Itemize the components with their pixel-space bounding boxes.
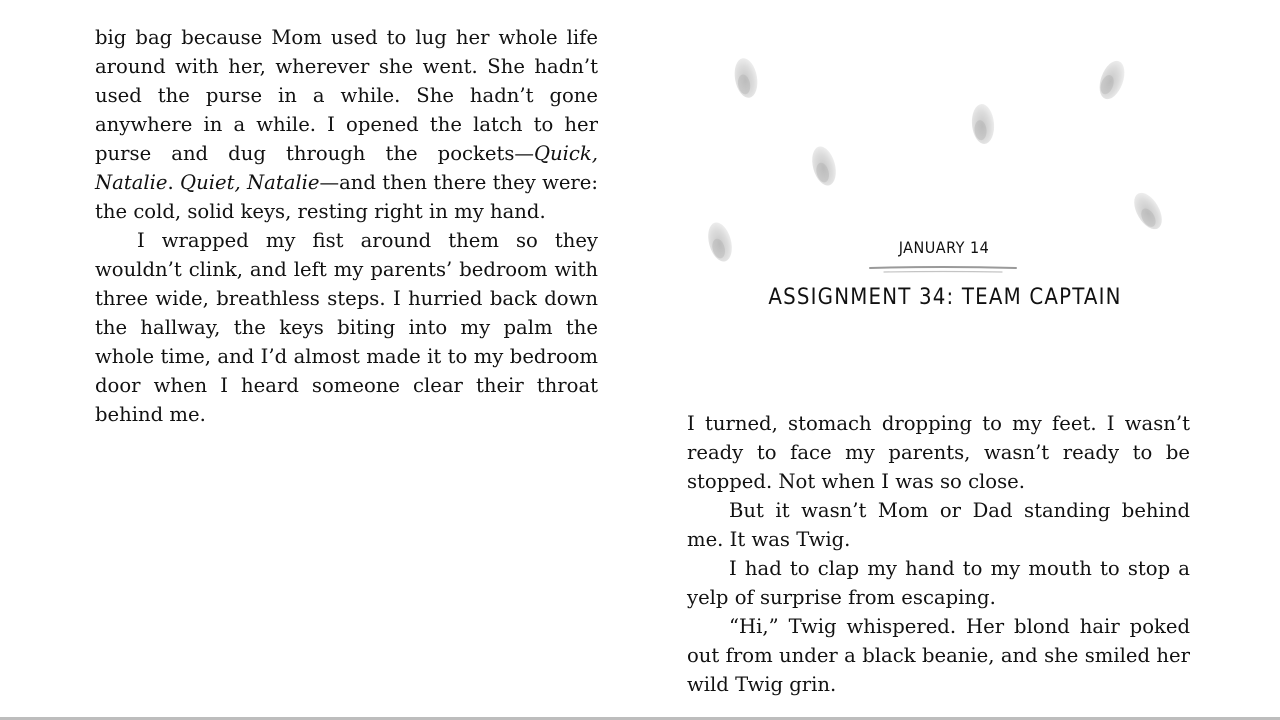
text-segment: I wrapped my fist around them so they wouldn’t clink, and left my parents’ bedroom with three wide, breathless steps. I hurried back down the hallway, the keys biting into my palm the whole time, and I’d almost made it to my bedroom door when I heard someone clear their throat behind me. (95, 229, 598, 426)
paragraph: But it wasn’t Mom or Dad standing behind me. It was Twig. (687, 499, 1190, 551)
text-segment: . (167, 171, 181, 194)
left-page (95, 0, 598, 717)
paragraph: “Hi,” Twig whispered. Her blond hair poked out from under a black beanie, and she smiled her wild Twig grin. (687, 615, 1190, 696)
paragraph (95, 226, 598, 429)
chapter-date: JANUARY 14 (898, 238, 990, 257)
paragraph: I turned, stomach dropping to my feet. I wasn’t ready to face my parents, wasn’t ready to be stopped. Not when I was so close. (687, 412, 1190, 493)
italic-segment: Quick, Natalie (95, 142, 598, 194)
right-page (687, 0, 1190, 717)
left-page-text (95, 23, 598, 429)
text-segment: big bag because Mom used to lug her whole life around with her, wherever she went. She hadn’t used the purse in a while. She hadn’t gone anywhere in a while. I opened the latch to her purse and dug through the pockets— (95, 26, 598, 165)
paragraph: I had to clap my hand to my mouth to stop a yelp of surprise from escaping. (687, 557, 1190, 609)
text-segment: —and then there they were: the cold, solid keys, resting right in my hand. (95, 171, 598, 223)
italic-segment: Quiet, Natalie (180, 171, 320, 194)
chapter-title: ASSIGNMENT 34: TEAM CAPTAIN (768, 285, 1122, 310)
right-page-text (687, 409, 1190, 699)
paragraph (95, 23, 598, 226)
